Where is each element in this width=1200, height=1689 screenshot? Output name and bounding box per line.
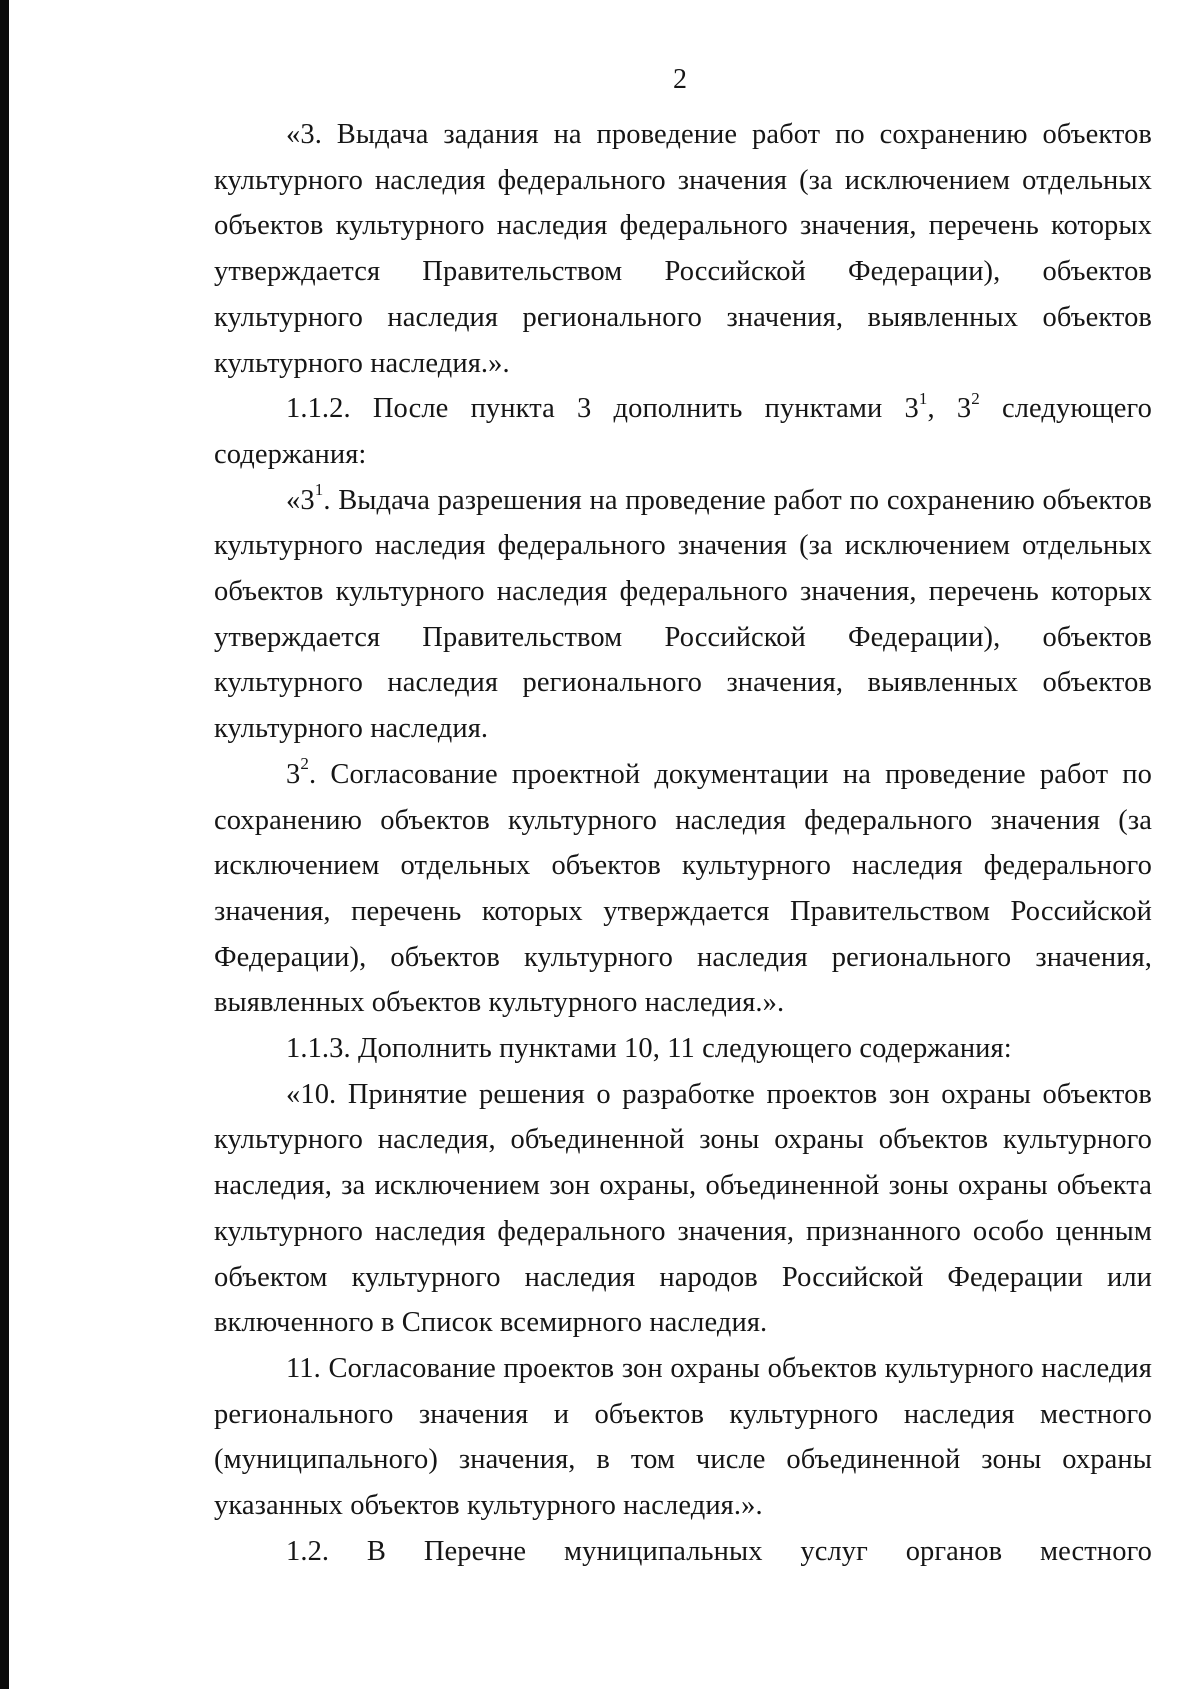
text-line: указанных объектов культурного наследия.». [214, 1490, 763, 1522]
document-body [214, 112, 1152, 1575]
superscript: 1 [918, 388, 928, 408]
text-line: культурного наследия федерального значения (за исключением отдельных [214, 530, 1152, 562]
text-line: наследия, за исключением зон охраны, объединенной зоны охраны объекта [214, 1170, 1152, 1202]
paragraph-1-1-2 [214, 386, 1152, 477]
text-line: объектом культурного наследия народов Российской Федерации или [214, 1261, 1152, 1293]
text-run: следующего [979, 393, 1152, 425]
text-line: (муниципального) значения, в том числе объединенной зоны охраны [214, 1444, 1152, 1476]
text-line: культурного наследия федерального значения, признанного особо ценным [214, 1215, 1152, 1247]
paragraph-1-1-3 [214, 1026, 1152, 1072]
paragraph-item-10 [214, 1072, 1152, 1346]
text-run: . Согласование проектной документации на проведение работ по [308, 758, 1152, 790]
text-run: 3 [286, 758, 301, 790]
text-line: культурного наследия федерального значения (за исключением отдельных [214, 164, 1152, 196]
text-line [214, 386, 1152, 432]
text-line: утверждается Правительством Российской Федерации), объектов [214, 621, 1152, 653]
scan-edge [0, 0, 9, 1689]
text-line: выявленных объектов культурного наследия.». [214, 987, 785, 1019]
paragraph-item-3-2 [214, 752, 1152, 1026]
text-line: «10. Принятие решения о разработке проектов зон охраны объектов [286, 1078, 1152, 1110]
text-line: исключением отдельных объектов культурного наследия федерального [214, 850, 1152, 882]
text-line: Федерации), объектов культурного наследия регионального значения, [214, 941, 1152, 973]
paragraph-item-11 [214, 1346, 1152, 1529]
superscript: 2 [300, 754, 309, 774]
text-line: «3. Выдача задания на проведение работ по сохранению объектов [286, 119, 1152, 150]
text-line: 1.1.3. Дополнить пунктами 10, 11 следующего содержания: [286, 1033, 1012, 1065]
text-line: культурного наследия, объединенной зоны охраны объектов культурного [214, 1124, 1152, 1156]
text-line: культурного наследия.». [214, 347, 510, 379]
text-line: культурного наследия регионального значения, выявленных объектов [214, 301, 1152, 333]
paragraph-1-2 [214, 1529, 1152, 1575]
text-line: объектов культурного наследия федерального значения, перечень которых [214, 576, 1152, 608]
paragraph-item-3-1 [214, 478, 1152, 752]
text-run: 1.1.2. После пункта 3 дополнить пунктами 3 [286, 393, 919, 425]
text-line [214, 478, 1152, 524]
text-line: сохранению объектов культурного наследия федерального значения (за [214, 804, 1152, 836]
text-line: культурного наследия. [214, 713, 489, 745]
text-line: утверждается Правительством Российской Федерации), объектов [214, 256, 1152, 288]
superscript: 1 [314, 480, 324, 500]
text-line: регионального значения и объектов культурного наследия местного [214, 1398, 1152, 1430]
text-run: . Выдача разрешения на проведение работ по сохранению объектов [323, 484, 1152, 516]
page-number: 2 [673, 64, 687, 95]
text-line: содержания: [214, 438, 367, 470]
text-line: 11. Согласование проектов зон охраны объектов культурного наследия [286, 1352, 1152, 1384]
text-line [214, 752, 1152, 798]
text-run: , 3 [927, 393, 972, 425]
paragraph-item-3 [214, 112, 1152, 386]
text-line: культурного наследия регионального значения, выявленных объектов [214, 667, 1152, 699]
superscript: 2 [971, 388, 980, 408]
text-line: включенного в Список всемирного наследия. [214, 1307, 768, 1339]
text-line: объектов культурного наследия федерального значения, перечень которых [214, 210, 1152, 242]
text-run: «3 [286, 484, 315, 516]
text-line: значения, перечень которых утверждается Правительством Российской [214, 895, 1152, 927]
text-line: 1.2. В Перечне муниципальных услуг органов местного [286, 1535, 1152, 1567]
